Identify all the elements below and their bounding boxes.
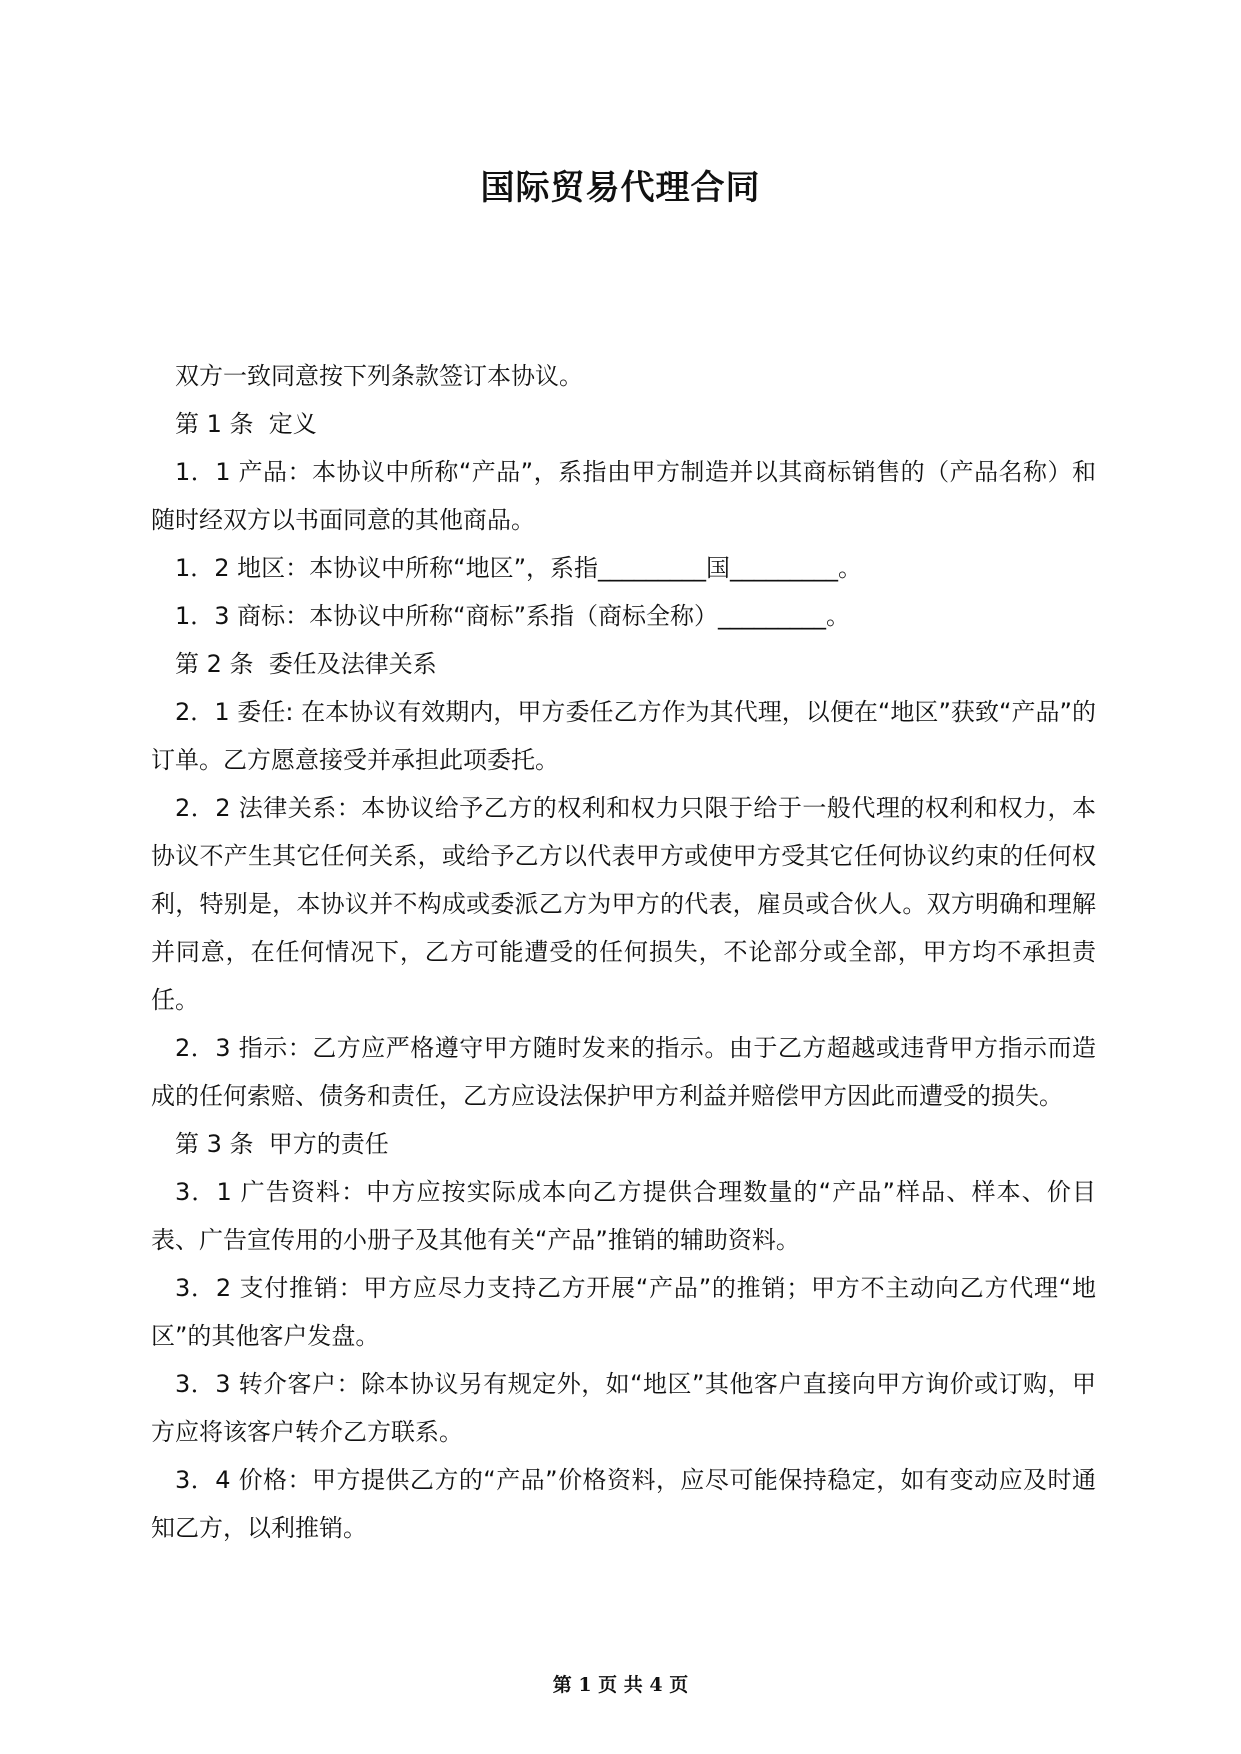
clause-3-4: 3．4 价格：甲方提供乙方的“产品”价格资料，应尽可能保持稳定，如有变动应及时通知乙方，以利推销。 [151,1466,1096,1542]
clause-3-3: 3．3 转介客户：除本协议另有规定外，如“地区”其他客户直接向甲方询价或订购，甲方应将该客户转介乙方联系。 [151,1370,1096,1446]
article-3-heading: 第 3 条 甲方的责任 [175,1130,389,1158]
article-1-heading: 第 1 条 定义 [175,410,317,438]
clause-1-1: 1．1 产品：本协议中所称“产品”，系指由甲方制造并以其商标销售的（产品名称）和随时经双方以书面同意的其他商品。 [151,458,1096,534]
page-number: 第 1 页 共 4 页 [552,1674,689,1696]
document-title: 国际贸易代理合同 [480,168,761,208]
article-2-heading: 第 2 条 委任及法律关系 [175,650,437,678]
clause-2-1: 2．1 委任: 在本协议有效期内，甲方委任乙方作为其代理，以便在“地区”获致“产品”的订单。乙方愿意接受并承担此项委托。 [151,698,1096,774]
clause-1-2: 1．2 地区：本协议中所称“地区”，系指_________国_________。 [175,554,863,582]
paragraph-intro: 双方一致同意按下列条款签订本协议。 [175,362,583,390]
clause-3-2: 3．2 支付推销：甲方应尽力支持乙方开展“产品”的推销；甲方不主动向乙方代理“地区”的其他客户发盘。 [151,1274,1096,1350]
clause-1-3: 1．3 商标：本协议中所称“商标”系指（商标全称）_________。 [175,602,851,630]
document-body [151,352,1096,1552]
clause-2-3: 2．3 指示：乙方应严格遵守甲方随时发来的指示。由于乙方超越或违背甲方指示而造成的任何索赔、债务和责任，乙方应设法保护甲方利益并赔偿甲方因此而遭受的损失。 [151,1034,1096,1110]
clause-2-2: 2．2 法律关系：本协议给予乙方的权利和权力只限于给于一般代理的权利和权力，本协议不产生其它任何关系，或给予乙方以代表甲方或使甲方受其它任何协议约束的任何权利，特别是，本协议并不构成或委派乙方为甲方的代表，雇员或合伙人。双方明确和理解并同意，在任何情况下，乙方可能遭受的任何损失，不论部分或全部，甲方均不承担责任。 [151,794,1096,1014]
clause-3-1: 3．1 广告资料：中方应按实际成本向乙方提供合理数量的“产品”样品、样本、价目表、广告宣传用的小册子及其他有关“产品”推销的辅助资料。 [151,1178,1096,1254]
